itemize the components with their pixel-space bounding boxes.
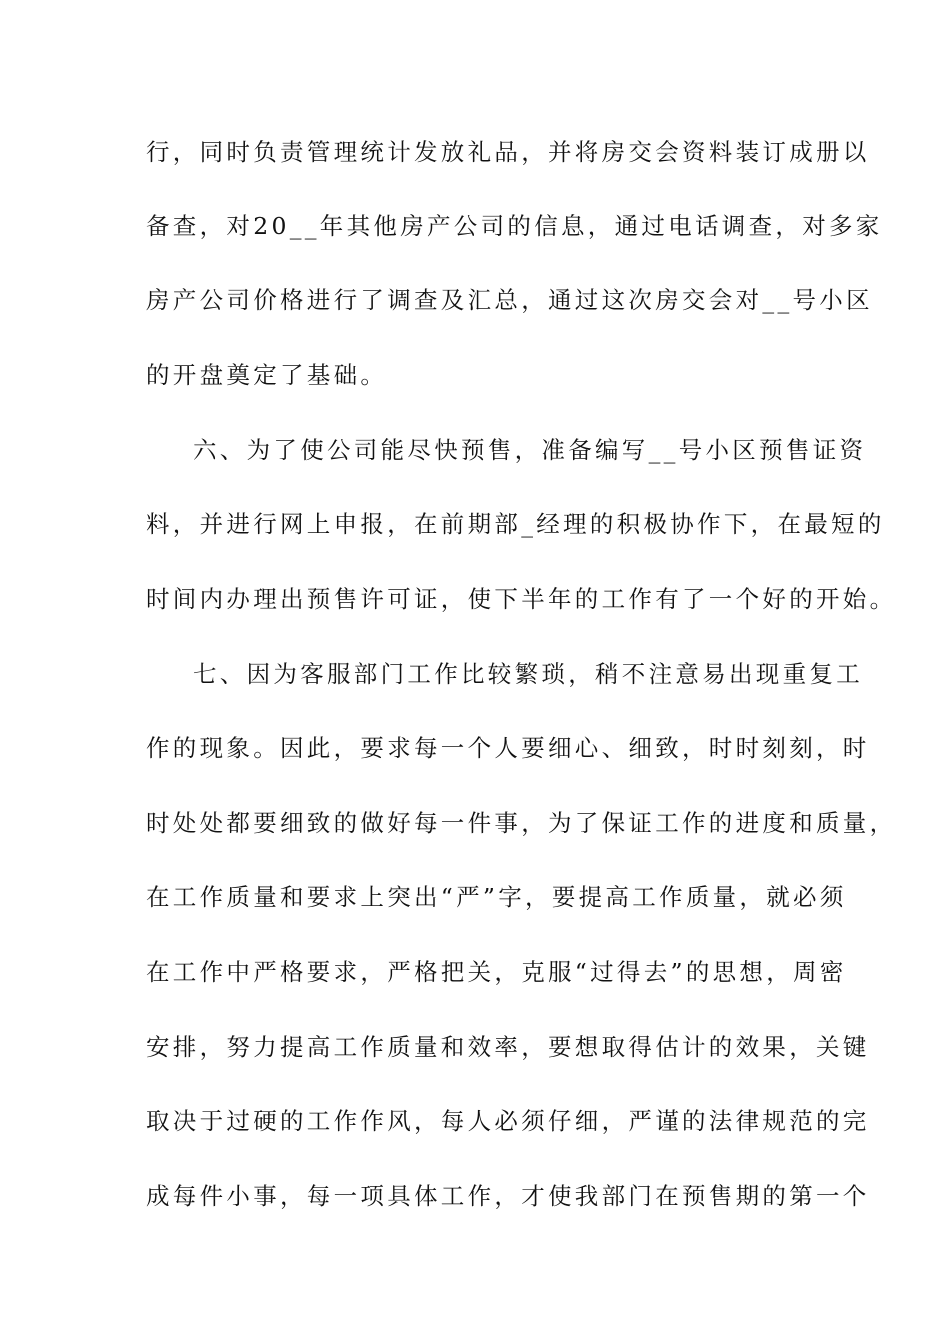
paragraph-line: 安排，努力提高工作质量和效率，要想取得估计的效果，关键 <box>146 1033 870 1061</box>
paragraph-line: 取决于过硬的工作作风，每人必须仔细，严谨的法律规范的完 <box>146 1107 870 1135</box>
paragraph-line: 行，同时负责管理统计发放礼品，并将房交会资料装订成册以 <box>146 138 870 166</box>
paragraph-line: 六、为了使公司能尽快预售，准备编写__号小区预售证资 <box>193 436 867 464</box>
paragraph-line: 的开盘奠定了基础。 <box>146 361 388 389</box>
paragraph-line: 在工作质量和要求上突出“严”字，要提高工作质量，就必须 <box>146 883 847 911</box>
paragraph-line: 七、因为客服部门工作比较繁琐，稍不注意易出现重复工 <box>193 660 863 688</box>
paragraph-line: 时间内办理出预售许可证，使下半年的工作有了一个好的开始。 <box>146 585 897 613</box>
paragraph-line: 房产公司价格进行了调查及汇总，通过这次房交会对__号小区 <box>146 286 873 314</box>
paragraph-line: 作的现象。因此，要求每一个人要细心、细致，时时刻刻，时 <box>146 734 870 762</box>
paragraph-line: 成每件小事，每一项具体工作，才使我部门在预售期的第一个 <box>146 1182 870 1210</box>
paragraph-line: 在工作中严格要求，严格把关，克服“过得去”的思想，周密 <box>146 958 847 986</box>
paragraph-line: 备查，对20__年其他房产公司的信息，通过电话调查，对多家 <box>146 212 883 240</box>
paragraph-line: 时处处都要细致的做好每一件事，为了保证工作的进度和质量， <box>146 809 897 837</box>
paragraph-line: 料，并进行网上申报，在前期部_经理的积极协作下，在最短的 <box>146 510 885 538</box>
